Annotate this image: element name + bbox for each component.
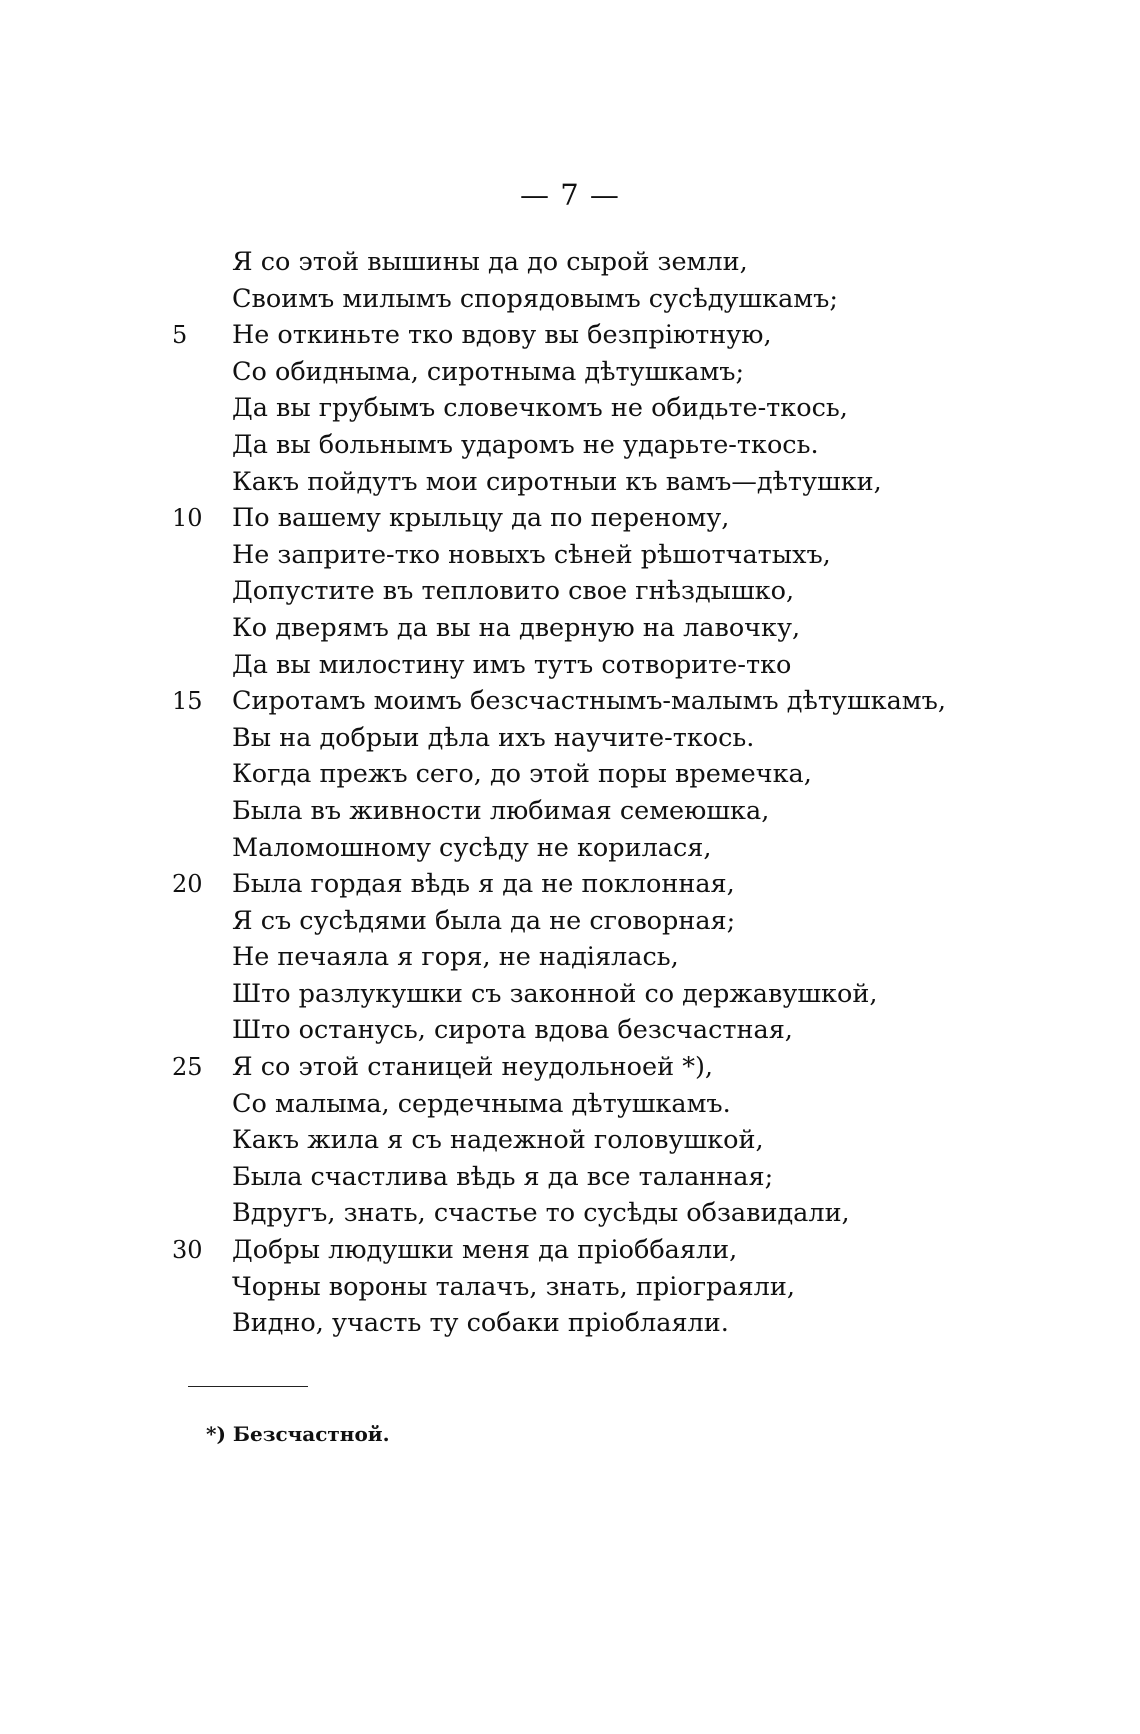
poem-line (0, 683, 1140, 720)
footnote-divider (188, 1386, 308, 1387)
line-text: По вашему крыльцу да по переному, (232, 503, 730, 534)
poem-line (0, 281, 1140, 318)
line-text: Сиротамъ моимъ безсчастнымъ-малымъ дѣтушкамъ, (232, 686, 946, 717)
footnote: *) Безсчастной. (206, 1422, 390, 1446)
line-text: Не заприте-тко новыхъ сѣней рѣшотчатыхъ, (232, 539, 831, 570)
poem-line (0, 390, 1140, 427)
poem-line (0, 647, 1140, 684)
line-text: Своимъ милымъ спорядовымъ сусѣдушкамъ; (232, 283, 838, 314)
poem-line (0, 500, 1140, 537)
poem-text (0, 244, 1140, 1342)
poem-line (0, 1012, 1140, 1049)
line-text: Допустите въ тепловито свое гнѣздышко, (232, 576, 795, 607)
poem-line (0, 1305, 1140, 1342)
line-text: Не откиньте тко вдову вы безпріютную, (232, 320, 772, 351)
line-text: Ко дверямъ да вы на дверную на лавочку, (232, 612, 801, 643)
poem-line (0, 866, 1140, 903)
line-text: Была гордая вѣдь я да не поклонная, (232, 869, 735, 900)
line-text: Я съ сусѣдями была да не сговорная; (232, 905, 736, 936)
line-text: Была въ живности любимая семеюшка, (232, 795, 770, 826)
poem-line (0, 354, 1140, 391)
page-number: — 7 — (520, 178, 620, 212)
line-number: 25 (172, 1053, 203, 1082)
line-text: Маломошному сусѣду не корилася, (232, 832, 712, 863)
poem-line (0, 976, 1140, 1013)
poem-line (0, 427, 1140, 464)
line-text: Со обидныма, сиротныма дѣтушкамъ; (232, 356, 745, 387)
line-text: Какъ жила я съ надежной головушкой, (232, 1125, 764, 1156)
line-text: Добры людушки меня да пріоббаяли, (232, 1235, 738, 1266)
line-text: Со малыма, сердечныма дѣтушкамъ. (232, 1088, 731, 1119)
poem-line (0, 1269, 1140, 1306)
line-text: Видно, участь ту собаки пріоблаяли. (232, 1308, 729, 1339)
poem-line (0, 1232, 1140, 1269)
poem-line (0, 1159, 1140, 1196)
line-text: Што разлукушки съ законной со державушкой, (232, 978, 878, 1009)
line-text: Я со этой станицей неудольноей *), (232, 1052, 714, 1083)
poem-line (0, 793, 1140, 830)
line-number: 10 (172, 504, 203, 533)
line-text: Што останусь, сирота вдова безсчастная, (232, 1015, 793, 1046)
poem-line (0, 720, 1140, 757)
line-text: Вы на добрыи дѣла ихъ научите-ткось. (232, 722, 755, 753)
line-text: Да вы милостину имъ тутъ сотворите-тко (232, 649, 792, 680)
line-number: 20 (172, 870, 203, 899)
line-text: Я со этой вышины да до сырой земли, (232, 247, 748, 277)
line-text: Вдругъ, знать, счастье то сусѣды обзавидали, (232, 1198, 850, 1229)
poem-line (0, 830, 1140, 867)
line-text: Была счастлива вѣдь я да все таланная; (232, 1161, 774, 1192)
line-text: Да вы грубымъ словечкомъ не обидьте-ткось, (232, 393, 848, 424)
poem-line (0, 1049, 1140, 1086)
line-text: Какъ пойдутъ мои сиротныи къ вамъ—дѣтушки, (232, 466, 882, 497)
poem-line (0, 939, 1140, 976)
poem-line (0, 610, 1140, 647)
poem-line (0, 244, 1140, 281)
poem-line (0, 903, 1140, 940)
line-number: 15 (172, 687, 203, 716)
line-text: Да вы больнымъ ударомъ не ударьте-ткось. (232, 429, 819, 460)
line-number: 30 (172, 1236, 203, 1265)
poem-line (0, 464, 1140, 501)
line-number: 5 (172, 321, 188, 350)
poem-line (0, 1122, 1140, 1159)
poem-line (0, 1086, 1140, 1123)
poem-line (0, 537, 1140, 574)
poem-line (0, 573, 1140, 610)
line-text: Чорны вороны талачъ, знать, пріограяли, (232, 1271, 795, 1302)
line-text: Когда прежъ сего, до этой поры времечка, (232, 759, 812, 790)
poem-line (0, 1195, 1140, 1232)
poem-line (0, 756, 1140, 793)
line-text: Не печаяла я горя, не надіялась, (232, 942, 679, 973)
poem-line (0, 317, 1140, 354)
